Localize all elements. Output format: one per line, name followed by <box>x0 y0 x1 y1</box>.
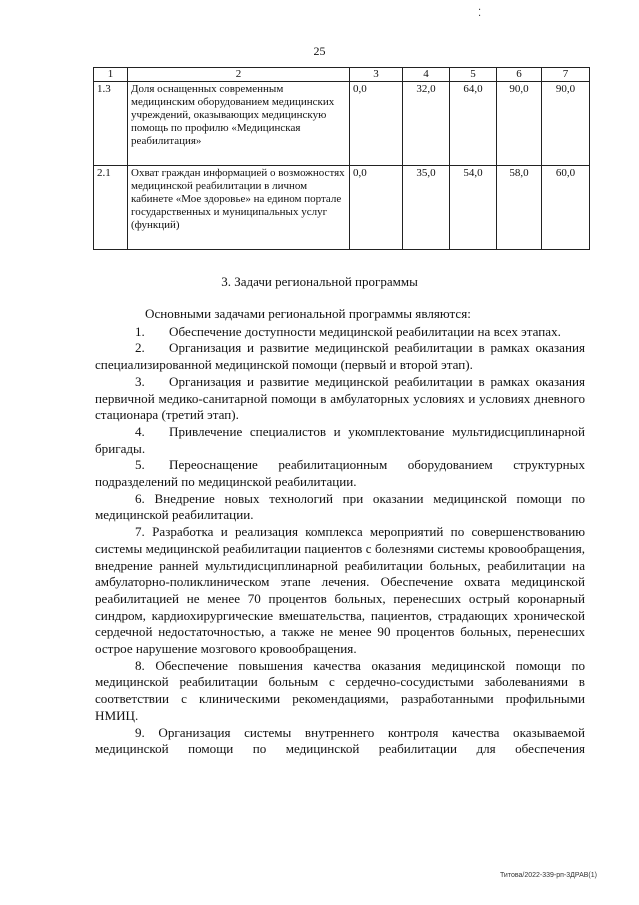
task-text: Разработка и реализация комплекса мероприятий по совершенствованию системы медицинской реабилитации пациентов с болезнями системы кровообращения, внедрение ранней мультидисциплинарной реабилитации больных, реабилитации на амбулаторно-поликлиническом этапе лечения. Обеспечение охвата медицинской реабилитацией не менее 70 процентов больных, перенесших острый коронарный синдром, кардиохирургические вмешательства, пациентов, страдающих хронической сердечной недостаточностью, а также не менее 90 процентов больных, перенесших острое нарушение мозгового кровообращения. <box>95 524 586 657</box>
row-value: 58,0 <box>497 166 542 250</box>
row-value: 32,0 <box>403 82 450 166</box>
task-text: Внедрение новых технологий при оказании медицинской помощи по медицинской реабилитации. <box>95 490 585 523</box>
task-text: Обеспечение доступности медицинской реабилитации на всех этапах. <box>169 323 561 339</box>
task-number: 6. <box>135 490 145 506</box>
row-value: 64,0 <box>450 82 497 166</box>
row-value: 0,0 <box>350 166 403 250</box>
task-number: 3. <box>135 373 145 389</box>
column-header: 5 <box>450 68 497 82</box>
task-text: Организация системы внутреннего контроля качества оказываемой медицинской помощи по медицинской реабилитации для обеспечения <box>95 724 585 757</box>
page-number: 25 <box>313 44 326 58</box>
task-text: Организация и развитие медицинской реабилитации в рамках оказания первичной медико-санитарной помощи в амбулаторных условиях и условиях дневного стационара (третий этап). <box>95 373 585 423</box>
task-number: 8. <box>135 657 145 673</box>
row-value: 60,0 <box>542 166 590 250</box>
document-footer-code: Титова/2022-339-рп-3ДРАВ(1) <box>499 872 597 879</box>
row-description: Доля оснащенных современным медицинским оборудованием медицинских учреждений, оказывающих медицинскую помощь по профилю «Медицинская реабилитация» <box>128 82 350 166</box>
section-heading: 3. Задачи региональной программы <box>221 274 418 289</box>
column-header: 2 <box>128 68 350 82</box>
list-item <box>95 374 585 424</box>
list-item <box>95 457 585 490</box>
list-item <box>95 324 585 341</box>
table-header-row <box>94 68 590 82</box>
list-item <box>95 424 585 457</box>
column-header: 3 <box>350 68 403 82</box>
task-number: 4. <box>135 423 145 439</box>
row-value: 35,0 <box>403 166 450 250</box>
list-item <box>95 340 585 373</box>
row-value: 54,0 <box>450 166 497 250</box>
task-number: 9. <box>135 724 145 740</box>
column-header: 6 <box>497 68 542 82</box>
task-number: 5. <box>135 457 145 473</box>
column-header: 4 <box>403 68 450 82</box>
intro-text: Основными задачами региональной программы являются: <box>145 306 471 321</box>
list-item <box>95 658 585 725</box>
task-text: Переоснащение реабилитационным оборудованием структурных подразделений по медицинской реабилитации. <box>95 457 585 490</box>
table-row <box>94 166 590 250</box>
list-item <box>95 725 585 758</box>
tasks-list <box>95 306 585 758</box>
task-number: 2. <box>135 340 145 356</box>
task-number: 1. <box>135 323 145 339</box>
row-description: Охват граждан информацией о возможностях медицинской реабилитации в личном кабинете «Мое здоровье» на едином портале государственных и муниципальных услуг (функций) <box>128 166 350 250</box>
row-value: 90,0 <box>497 82 542 166</box>
scan-speck: ⁚ <box>478 8 482 19</box>
task-text: Обеспечение повышения качества оказания медицинской помощи по медицинской реабилитации больным с сердечно-сосудистыми заболеваниями в соответствии с клиническими рекомендациями, разработанными профильными НМИЦ. <box>95 657 585 723</box>
indicators-table <box>93 67 590 250</box>
row-value: 90,0 <box>542 82 590 166</box>
list-item <box>95 524 585 658</box>
task-text: Организация и развитие медицинской реабилитации в рамках оказания специализированной медицинской помощи (первый и второй этап). <box>95 340 585 373</box>
task-text: Привлечение специалистов и укомплектование мультидисциплинарной бригады. <box>95 423 585 456</box>
task-number: 7. <box>135 524 145 540</box>
row-id: 1.3 <box>94 82 128 166</box>
column-header: 1 <box>94 68 128 82</box>
row-id: 2.1 <box>94 166 128 250</box>
row-value: 0,0 <box>350 82 403 166</box>
table-row <box>94 82 590 166</box>
column-header: 7 <box>542 68 590 82</box>
list-item <box>95 491 585 524</box>
